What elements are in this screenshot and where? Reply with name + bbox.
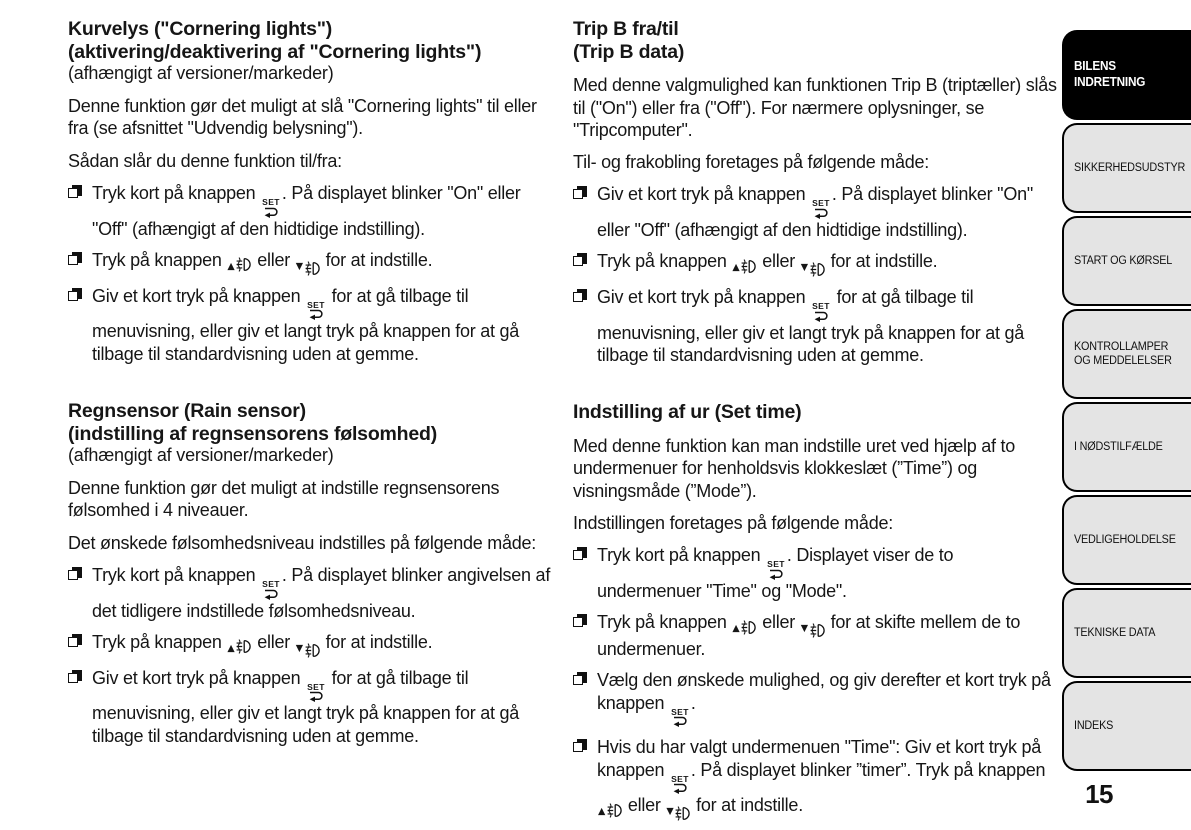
bullet-text: Tryk på knappen ▲ eller ▼ for at indstille. [92, 632, 432, 652]
arrow-up-headlight-icon [732, 620, 756, 635]
section-heading [68, 400, 552, 466]
bullet-text: Vælg den ønskede mulighed, og giv derefter et kort tryk på knappen SET . [597, 670, 1051, 712]
bullet-text: Giv et kort tryk på knappen SET for at gå tilbage til menuvisning, eller giv et langt tryk på knappen for at gå tilbage til standardvisning uden at gemme. [597, 287, 1025, 366]
bullet-item [573, 669, 1057, 727]
down-triangle-icon: ▼ [666, 806, 674, 818]
bullet-square-icon [68, 670, 83, 685]
down-triangle-icon: ▼ [295, 642, 303, 654]
bullet-square-icon [573, 614, 588, 629]
set-button-icon [262, 198, 280, 218]
bullet-text: Giv et kort tryk på knappen SET for at gå tilbage til menuvisning, eller giv et langt tryk på knappen for at gå tilbage til standardvisning uden at gemme. [92, 667, 520, 746]
bullet-square-icon [68, 634, 83, 649]
chapter-thumb-index [1062, 30, 1191, 774]
set-button-label: SET [307, 299, 325, 310]
set-button-label: SET [307, 681, 325, 692]
heading-line: (Trip B data) [573, 40, 685, 63]
bullet-text: Hvis du har valgt undermenuen "Time": Giv et kort tryk på knappen SET . På displayet blinker ”timer”. Tryk på knappen ▲ eller ▼ for at indstille. [597, 737, 1045, 815]
headlight-beam-icon [808, 262, 825, 277]
section-gap [573, 375, 1057, 401]
set-button-icon [262, 580, 280, 600]
bullet-square-icon [68, 288, 83, 303]
sidebar-tab-label: VEDLIGEHOLDELSE [1074, 533, 1176, 546]
arrow-up-headlight-icon [227, 257, 251, 272]
arrow-up-headlight-icon [227, 639, 251, 654]
heading-line: Trip B fra/til [573, 18, 679, 40]
paragraph: Det ønskede følsomhedsniveau indstilles på følgende måde: [68, 532, 537, 553]
headlight-beam-icon [303, 261, 320, 276]
u-turn-arrow-icon [768, 569, 784, 580]
set-button-label: SET [812, 198, 830, 209]
sidebar-tab-label: TEKNISKE DATA [1074, 626, 1156, 639]
sidebar-tab-label: I NØDSTILFÆLDE [1074, 440, 1163, 453]
section-gap [68, 374, 552, 400]
set-button-label: SET [671, 706, 689, 717]
bullet-text: Tryk kort på knappen SET . På displayet blinker "On" eller "Off" (afhængigt af den hidtidige indstilling). [92, 183, 521, 239]
bullet-square-icon [68, 185, 83, 200]
arrow-down-headlight-icon [801, 262, 825, 277]
paragraph: Med denne valgmulighed kan funktionen Trip B (triptæller) slås til ("On") eller fra ("Off"). For nærmere oplysninger, se "Tripcomputer". [573, 75, 1057, 140]
arrow-down-headlight-icon [666, 806, 690, 821]
headlight-beam-icon [605, 803, 622, 818]
arrow-down-headlight-icon [296, 643, 320, 658]
bullet-text: Giv et kort tryk på knappen SET for at gå tilbage til menuvisning, eller giv et langt tryk på knappen for at gå tilbage til standardvisning uden at gemme. [92, 285, 520, 364]
bullet-item [573, 611, 1057, 660]
down-triangle-icon: ▼ [295, 260, 303, 272]
sidebar-tab-label: KONTROLLAMPER OG MEDDELELSER [1074, 340, 1172, 367]
headlight-beam-icon [303, 643, 320, 658]
bullet-square-icon [573, 672, 588, 687]
bullet-text: Tryk kort på knappen SET . På displayet blinker angivelsen af det tidligere indstillede følsomhedsniveau. [92, 565, 551, 621]
heading-line: (aktivering/deaktivering af "Cornering lights") [68, 40, 482, 63]
u-turn-arrow-icon [308, 309, 324, 320]
up-triangle-icon: ▲ [732, 623, 740, 635]
up-triangle-icon: ▲ [732, 262, 740, 274]
paragraph: Denne funktion gør det muligt at slå "Cornering lights" til eller fra (se afsnittet "Udvendig belysning"). [68, 96, 537, 139]
headlight-beam-icon [739, 620, 756, 635]
up-triangle-icon: ▲ [227, 642, 235, 654]
u-turn-arrow-icon [672, 783, 688, 794]
down-triangle-icon: ▼ [800, 262, 808, 274]
arrow-up-headlight-icon [598, 803, 622, 818]
heading-line: Regnsensor (Rain sensor) [68, 399, 306, 422]
section-heading [573, 401, 1057, 424]
set-button-icon [307, 301, 325, 321]
section-heading [573, 18, 1057, 63]
heading-note: (afhængigt af versioner/markeder) [68, 445, 334, 466]
paragraph: Med denne funktion kan man indstille uret ved hjælp af to undermenuer for henholdsvis klokkeslæt (”Time”) og visningsmåde (”Mode”). [573, 436, 1016, 501]
set-button-icon [767, 560, 785, 580]
u-turn-arrow-icon [263, 207, 279, 218]
up-triangle-icon: ▲ [227, 260, 235, 272]
sidebar-tab-start-og-korsel [1062, 216, 1191, 306]
arrow-down-headlight-icon [296, 261, 320, 276]
bullet-square-icon [573, 289, 588, 304]
set-button-icon [671, 775, 689, 795]
bullet-text: Tryk på knappen ▲ eller ▼ for at skifte mellem de to undermenuer. [597, 612, 1021, 660]
u-turn-arrow-icon [813, 208, 829, 219]
set-button-label: SET [262, 197, 280, 208]
bullet-item [573, 286, 1057, 366]
bullet-item [68, 249, 552, 276]
bullet-text: Giv et kort tryk på knappen SET . På displayet blinker "On" eller "Off" (afhængigt af den hidtidige indstilling). [597, 184, 1033, 240]
bullet-text: Tryk kort på knappen SET . Displayet viser de to undermenuer "Time" og "Mode". [597, 545, 954, 601]
u-turn-arrow-icon [263, 589, 279, 600]
arrow-down-headlight-icon [801, 623, 825, 638]
heading-line: Indstilling af ur (Set time) [573, 401, 802, 424]
bullet-item [68, 631, 552, 658]
arrow-up-headlight-icon [732, 259, 756, 274]
set-button-label: SET [671, 773, 689, 784]
u-turn-arrow-icon [813, 311, 829, 322]
bullet-item [68, 182, 552, 240]
sidebar-tab-bilens-indretning [1062, 30, 1191, 120]
sidebar-tab-vedligeholdelse [1062, 495, 1191, 585]
set-button-label: SET [812, 301, 830, 312]
bullet-text: Tryk på knappen ▲ eller ▼ for at indstille. [92, 250, 432, 270]
right-text-column [573, 18, 1057, 830]
sidebar-tab-label: BILENS INDRETNING [1074, 59, 1146, 89]
bullet-square-icon [573, 186, 588, 201]
set-button-icon [812, 199, 830, 219]
u-turn-arrow-icon [308, 691, 324, 702]
bullet-item [68, 667, 552, 747]
headlight-beam-icon [673, 806, 690, 821]
bullet-square-icon [573, 739, 588, 754]
sidebar-tab-label: INDEKS [1074, 719, 1114, 732]
heading-line: (indstilling af regnsensorens følsomhed) [68, 422, 438, 445]
bullet-square-icon [573, 547, 588, 562]
bullet-item [573, 544, 1057, 602]
section-heading [68, 18, 552, 84]
headlight-beam-icon [739, 259, 756, 274]
sidebar-tab-indeks [1062, 681, 1191, 771]
bullet-square-icon [573, 253, 588, 268]
bullet-item [573, 736, 1057, 821]
set-button-label: SET [262, 579, 280, 589]
bullet-item [573, 250, 1057, 277]
bullet-square-icon [68, 567, 83, 582]
set-button-icon [307, 683, 325, 703]
left-text-column [68, 18, 552, 756]
paragraph: Til- og frakobling foretages på følgende måde: [573, 152, 930, 173]
sidebar-tab-sikkerhedsudstyr [1062, 123, 1191, 213]
sidebar-tab-kontrollamper-og-meddelelser [1062, 309, 1191, 399]
bullet-square-icon [68, 252, 83, 267]
headlight-beam-icon [234, 639, 251, 654]
sidebar-tab-label: START OG KØRSEL [1074, 254, 1173, 267]
bullet-item [573, 183, 1057, 241]
bullet-item [68, 285, 552, 365]
sidebar-tab-label: SIKKERHEDSUDSTYR [1074, 161, 1186, 174]
u-turn-arrow-icon [672, 716, 688, 727]
paragraph: Sådan slår du denne funktion til/fra: [68, 150, 342, 171]
sidebar-tab-i-nodstilfaelde [1062, 402, 1191, 492]
heading-line: Kurvelys ("Cornering lights") [68, 18, 333, 40]
heading-note: (afhængigt af versioner/markeder) [68, 63, 334, 84]
paragraph: Indstillingen foretages på følgende måde: [573, 512, 893, 533]
bullet-item [68, 564, 552, 622]
headlight-beam-icon [808, 623, 825, 638]
bullet-text: Tryk på knappen ▲ eller ▼ for at indstille. [597, 251, 937, 271]
set-button-icon [671, 708, 689, 728]
paragraph: Denne funktion gør det muligt at indstille regnsensorens følsomhed i 4 niveauer. [68, 478, 500, 521]
down-triangle-icon: ▼ [800, 623, 808, 635]
up-triangle-icon: ▲ [598, 806, 606, 818]
headlight-beam-icon [234, 257, 251, 272]
set-button-label: SET [767, 559, 785, 570]
set-button-icon [812, 302, 830, 322]
sidebar-tab-tekniske-data [1062, 588, 1191, 678]
page-number: 15 [1085, 779, 1113, 809]
